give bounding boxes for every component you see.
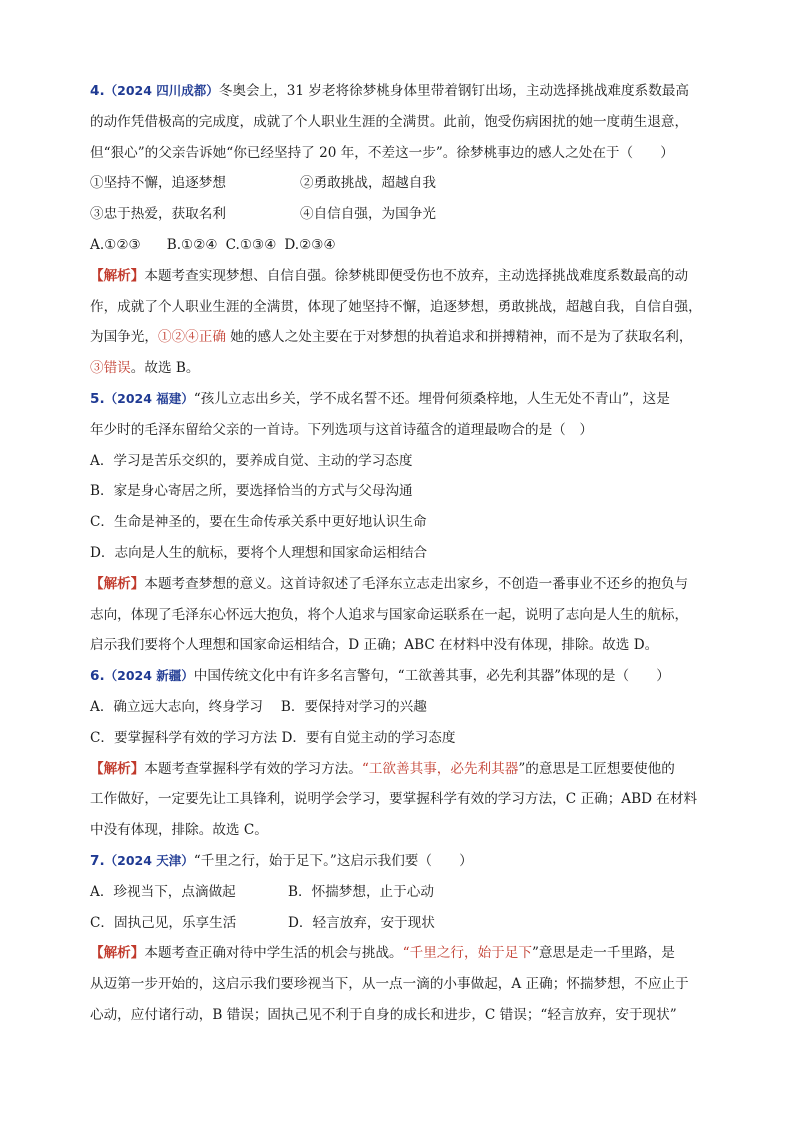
analysis-text: 本题考查掌握科学有效的学习方法。: [144, 760, 362, 777]
question-stem: 年少时的毛泽东留给父亲的一首诗。下列选项与这首诗蕴含的道理最吻合的是（ ）: [90, 421, 593, 438]
analysis-text: ”意思是走一千里路，是: [531, 945, 675, 962]
analysis-text: ”的意思是工匠想要使他的: [518, 760, 675, 777]
answer-option: B.①②④: [166, 236, 218, 253]
analysis-text: 为国争光，: [90, 329, 158, 346]
question-stem: 的动作凭借极高的完成度，成就了个人职业生涯的全满贯。此前，饱受伤病困扰的她一度萌生退意，: [90, 113, 689, 130]
answer-option: B．家是身心寄居之所，要选择恰当的方式与父母沟通: [90, 483, 413, 500]
answer-option: A．珍视当下，点滴做起: [90, 883, 236, 900]
question-stem: “千里之行，始于足下。”这启示我们要（ ）: [193, 852, 473, 869]
answer-option: A.①②③: [90, 236, 141, 253]
analysis-text: 志向，体现了毛泽东心怀远大抱负，将个人追求与国家命运联系在一起，说明了志向是人生的航标，: [90, 606, 689, 623]
question-7: [90, 846, 704, 1031]
statement-item: ②勇敢挑战，超越自我: [300, 175, 436, 192]
analysis-label: 【解析】: [90, 945, 145, 962]
question-source: （2024 天津）: [104, 852, 194, 868]
analysis-label: 【解析】: [90, 267, 145, 284]
question-4: [90, 76, 704, 384]
answer-option: C．生命是神圣的，要在生命传承关系中更好地认识生命: [90, 514, 427, 531]
question-source: （2024 福建）: [104, 390, 194, 406]
analysis-label: 【解析】: [90, 575, 145, 592]
question-number: 7.: [90, 852, 105, 869]
question-source: （2024 四川成都）: [104, 83, 219, 98]
question-stem: 中国传统文化中有许多名言警句，“工欲善其事，必先利其器”体现的是（ ）: [193, 668, 670, 685]
question-number: 6.: [90, 668, 105, 685]
analysis-text: 从迈第一步开始的，这启示我们要珍视当下，从一点一滴的小事做起，A 正确；怀揣梦想，不应止于: [90, 976, 689, 993]
question-stem: 冬奥会上，31 岁老将徐梦桃身体里带着钢钉出场，主动选择挑战难度系数最高: [218, 83, 689, 99]
answer-options: C．要掌握科学有效的学习方法 D．要有自觉主动的学习态度: [90, 729, 456, 746]
analysis-text: 启示我们要将个人理想和国家命运相结合，D 正确；ABC 在材料中没有体现，排除。故选 D。: [90, 637, 659, 654]
statement-item: ①坚持不懈，追逐梦想: [90, 175, 226, 192]
answer-option: B．怀揣梦想，止于心动: [288, 883, 434, 900]
answer-option: D．轻言放弃，安于现状: [288, 914, 435, 931]
question-6: [90, 661, 704, 846]
question-stem: 但“狠心”的父亲告诉她“你已经坚持了 20 年，不差这一步”。徐梦桃事边的感人之处在于（ ）: [90, 144, 674, 161]
answer-option: D.②③④: [284, 236, 336, 253]
analysis-label: 【解析】: [90, 760, 145, 777]
analysis-text: 本题考查正确对待中学生活的机会与挑战。: [144, 945, 403, 962]
answer-options: [90, 230, 704, 261]
analysis-text: 。故选 B。: [130, 360, 200, 377]
document-page: [90, 76, 704, 1031]
analysis-text: 作，成就了个人职业生涯的全满贯，体现了她坚持不懈，追逐梦想，勇敢挑战，超越自我，自信自强，: [90, 298, 702, 315]
question-source: （2024 新疆）: [104, 668, 194, 684]
answer-option: A．学习是苦乐交织的，要养成自觉、主动的学习态度: [90, 452, 413, 469]
analysis-text: 工作做好，一定要先让工具锋利，说明学会学习，要掌握科学有效的学习方法，C 正确；ABD 在材料: [90, 791, 698, 808]
question-number: 5.: [90, 390, 105, 407]
statement-item: ④自信自强，为国争光: [300, 206, 436, 223]
analysis-text: 中没有体现，排除。故选 C。: [90, 822, 268, 839]
answer-option: D．志向是人生的航标，要将个人理想和国家命运相结合: [90, 544, 428, 561]
answer-option: C．固执己见，乐享生活: [90, 914, 237, 931]
question-5: [90, 384, 704, 661]
statement-item: ③忠于热爱，获取名利: [90, 206, 226, 223]
question-number: 4.: [90, 83, 105, 99]
question-stem: “孩儿立志出乡关，学不成名誓不还。埋骨何须桑梓地，人生无处不青山”，这是: [193, 390, 670, 407]
answer-option: C.①③④: [225, 236, 277, 253]
analysis-highlight: “千里之行，始于足下: [402, 945, 532, 962]
analysis-text: 本题考查实现梦想、自信自强。徐梦桃即便受伤也不放弃，主动选择挑战难度系数最高的动: [144, 267, 689, 284]
analysis-text: 心动，应付诸行动，B 错误；固执己见不利于自身的成长和进步，C 错误；“轻言放弃，安于现状”: [90, 1006, 677, 1023]
analysis-highlight: ①②④正确: [157, 329, 226, 346]
analysis-highlight: “工欲善其事，必先利其器: [361, 760, 519, 777]
analysis-text: 本题考查梦想的意义。这首诗叙述了毛泽东立志走出家乡，不创造一番事业不还乡的抱负与: [144, 575, 689, 592]
answer-options: A．确立远大志向，终身学习 B．要保持对学习的兴趣: [90, 698, 427, 715]
analysis-text: 她的感人之处主要在于对梦想的执着追求和拼搏精神，而不是为了获取名利，: [225, 329, 693, 346]
analysis-highlight: ③错误: [90, 360, 131, 377]
